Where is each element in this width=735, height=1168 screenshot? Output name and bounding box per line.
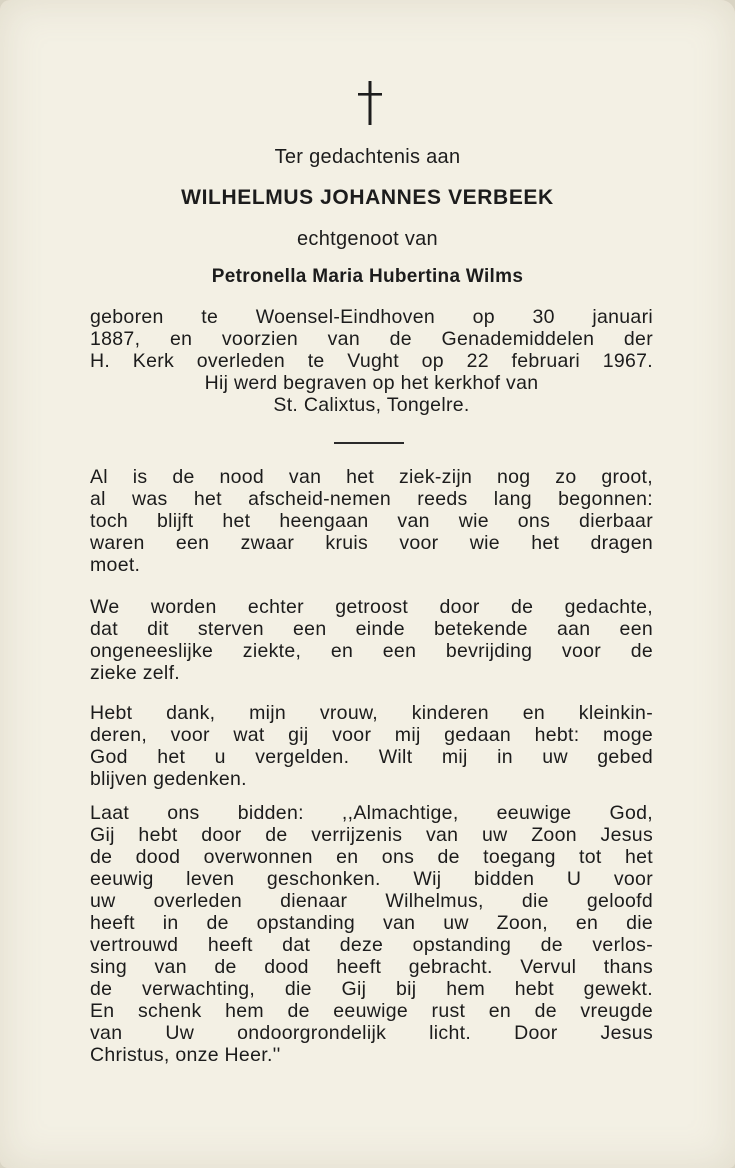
paragraph-prayer (90, 802, 653, 1066)
text-line: God het u vergelden. Wilt mij in uw gebed (90, 746, 653, 768)
text-line: dat dit sterven een einde betekende aan een (90, 618, 653, 640)
divider (334, 442, 404, 444)
text-line: sing van de dood heeft gebracht. Vervul thans (90, 956, 653, 978)
text-line: deren, voor wat gij voor mij gedaan hebt: moge (90, 724, 653, 746)
text-line: zieke zelf. (90, 662, 181, 684)
text-line: blijven gedenken. (90, 768, 247, 790)
bio-line: 1887, en voorzien van de Genademiddelen der (90, 328, 653, 350)
bio-line: H. Kerk overleden te Vught op 22 februari 1967. (90, 350, 653, 372)
text-line: al was het afscheid-nemen reeds lang begonnen: (90, 488, 653, 510)
text-line: uw overleden dienaar Wilhelmus, die geloofd (90, 890, 653, 912)
text-line: moet. (90, 554, 141, 576)
bio-line: geboren te Woensel-Eindhoven op 30 januari (90, 306, 653, 328)
spouse-intro: echtgenoot van (297, 228, 438, 250)
text-line: toch blijft het heengaan van wie ons dierbaar (90, 510, 653, 532)
cross-icon (355, 80, 385, 126)
text-line: vertrouwd heeft dat deze opstanding de verlos- (90, 934, 653, 956)
text-line: heeft in de opstanding van uw Zoon, en die (90, 912, 653, 934)
text-line: En schenk hem de eeuwige rust en de vreugde (90, 1000, 653, 1022)
text-line: waren een zwaar kruis voor wie het dragen (90, 532, 653, 554)
text-line: We worden echter getroost door de gedachte, (90, 596, 653, 618)
text-line: eeuwig leven geschonken. Wij bidden U voor (90, 868, 653, 890)
text-line: de dood overwonnen en ons de toegang tot het (90, 846, 653, 868)
bio-line: Hij werd begraven op het kerkhof van (204, 372, 539, 394)
text-line: Laat ons bidden: ,,Almachtige, eeuwige God, (90, 802, 653, 824)
biography (90, 306, 653, 416)
bio-line: St. Calixtus, Tongelre. (273, 394, 470, 416)
text-line: ongeneeslijke ziekte, en een bevrijding voor de (90, 640, 653, 662)
paragraph-farewell (90, 466, 653, 576)
text-line: Al is de nood van het ziek-zijn nog zo groot, (90, 466, 653, 488)
text-line: Christus, onze Heer.'' (90, 1044, 281, 1066)
paragraph-thanks (90, 702, 653, 790)
memorial-intro: Ter gedachtenis aan (274, 146, 461, 168)
text-line: Hebt dank, mijn vrouw, kinderen en kleinkin- (90, 702, 653, 724)
text-line: de verwachting, die Gij bij hem hebt gewekt. (90, 978, 653, 1000)
text-line: Gij hebt door de verrijzenis van uw Zoon Jesus (90, 824, 653, 846)
text-line: van Uw ondoorgrondelijk licht. Door Jesus (90, 1022, 653, 1044)
deceased-name: WILHELMUS JOHANNES VERBEEK (181, 186, 554, 209)
paragraph-comfort (90, 596, 653, 684)
spouse-name: Petronella Maria Hubertina Wilms (211, 266, 524, 287)
